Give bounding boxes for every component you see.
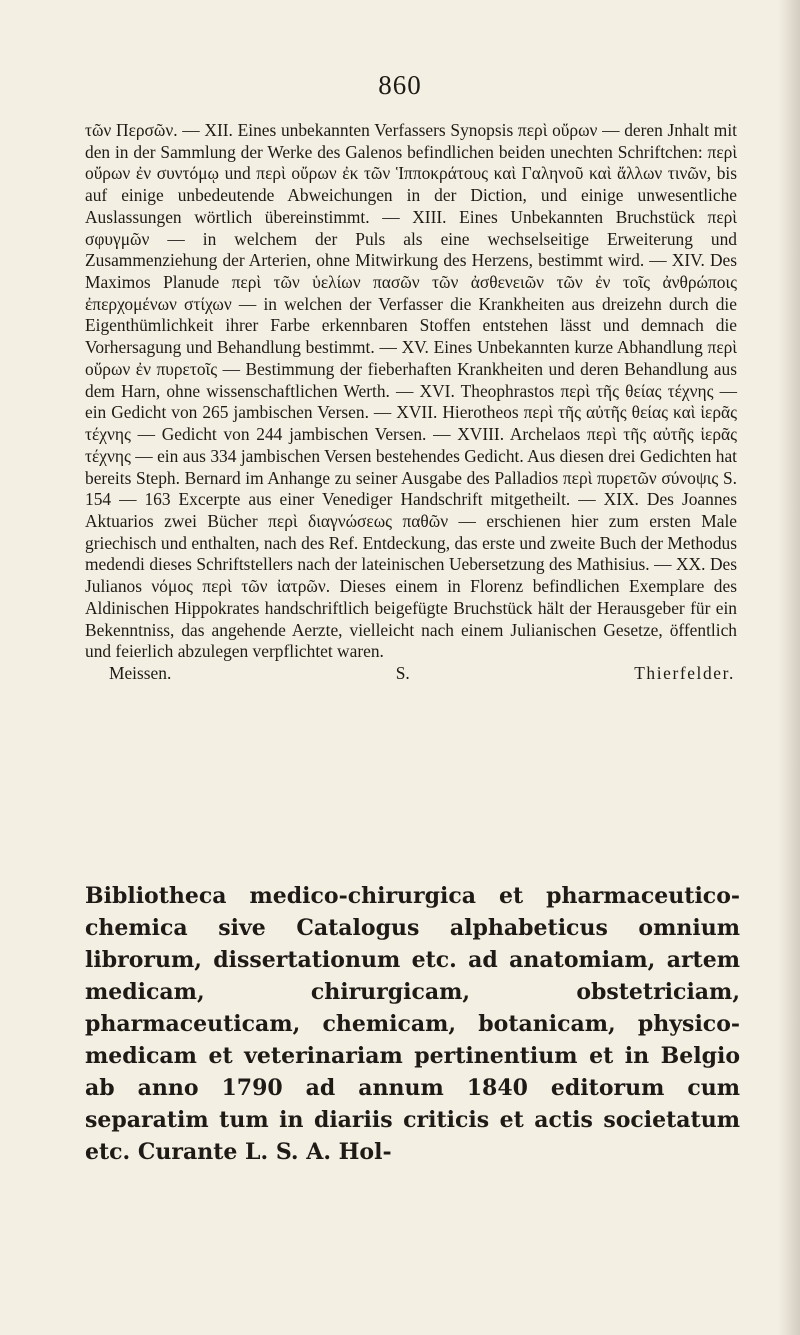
signature-name: Thierfelder. [634,662,735,683]
next-entry [85,880,740,1168]
signature-initial: S. [395,662,410,683]
page-edge-shadow [778,0,800,1335]
next-entry-heading: Bibliotheca medico-chirurgica et pharmaceutico-chemica sive Catalogus alphabeticus omnium librorum, dissertationum etc. ad anatomiam, artem medicam, chirurgicam, obstetriciam, pharmaceuticam, chemicam, botanicam, physico-medicam et veterinariam pertinentium et in Belgio ab anno 1790 ad annum 1840 editorum cum separatim tum in diariis criticis et actis societatum etc. Curante L. S. A. Hol- [85,883,740,1165]
signature-line [85,663,737,685]
signature-place: Meissen. [109,662,172,683]
article-paragraph: τῶν Περσῶν. — XII. Eines unbekannten Verfassers Synopsis περὶ οὔρων — deren Jnhalt mit den in der Sammlung der Werke des Galenos befindlichen beiden unechten Schriftchen: περὶ οὔρων ἐν συντόμῳ und περὶ οὔρων ἐκ τῶν Ἱπποκράτους καὶ Γαληνοῦ καὶ ἄλλων τινῶν, bis auf einige unbedeutende Abweichungen in der Diction, und einige unwesentliche Auslassungen wörtlich übereinstimmt. — XIII. Eines Unbekannten Bruchstück περὶ σφυγμῶν — in welchem der Puls als eine wechselseitige Erweiterung und Zusammenziehung der Arterien, ohne Mitwirkung des Herzens, bestimmt wird. — XIV. Des Maximos Planude περὶ τῶν ὑελίων πασῶν τῶν ἀσθενειῶν τῶν ἐν τοῖς ἀνθρώποις ἐπερχομένων στίχων — in welchen der Verfasser die Krankheiten aus dreizehn durch die Eigenthümlichkeit ihrer Farbe erkennbaren Stoffen entstehen lässt und demnach die Vorhersagung und Behandlung bestimmt. — XV. Eines Unbekannten kurze Abhandlung περὶ οὔρων ἐν πυρετοῖς — Bestimmung der fieberhaften Krankheiten und deren Behandlung aus dem Harn, ohne wissenschaftlichen Werth. — XVI. Theophrastos περὶ τῆς θείας τέχνης — ein Gedicht von 265 jambischen Versen. — XVII. Hierotheos περὶ τῆς αὐτῆς θείας καὶ ἱερᾶς τέχνης — Gedicht von 244 jambischen Versen. — XVIII. Archelaos περὶ τῆς αὐτῆς ἱερᾶς τέχνης — ein aus 334 jambischen Versen bestehendes Gedicht. Aus diesen drei Gedichten hat bereits Steph. Bernard im Anhange zu seiner Ausgabe des Palladios περὶ πυρετῶν σύνοψις S. 154 — 163 Excerpte aus einer Venediger Handschrift mitgetheilt. — XIX. Des Joannes Aktuarios zwei Bücher περὶ διαγνώσεως παθῶν — erschienen hier zum ersten Male griechisch und enthalten, nach des Ref. Entdeckung, das erste und zweite Buch der Methodus medendi dieses Schriftstellers nach der lateinischen Uebersetzung des Mathisius. — XX. Des Julianos νόμος περὶ τῶν ἰατρῶν. Dieses einem in Florenz befindlichen Exemplare des Aldinischen Hippokrates handschriftlich beigefügte Bruchstück hält der Herausgeber für ein Bekenntniss, das angehende Aerzte, vielleicht nach einem Julianischen Gesetze, öffentlich und feierlich abzulegen verpflichtet waren. [85,120,737,662]
page-number: 860 [378,70,422,100]
article-body [85,120,737,685]
